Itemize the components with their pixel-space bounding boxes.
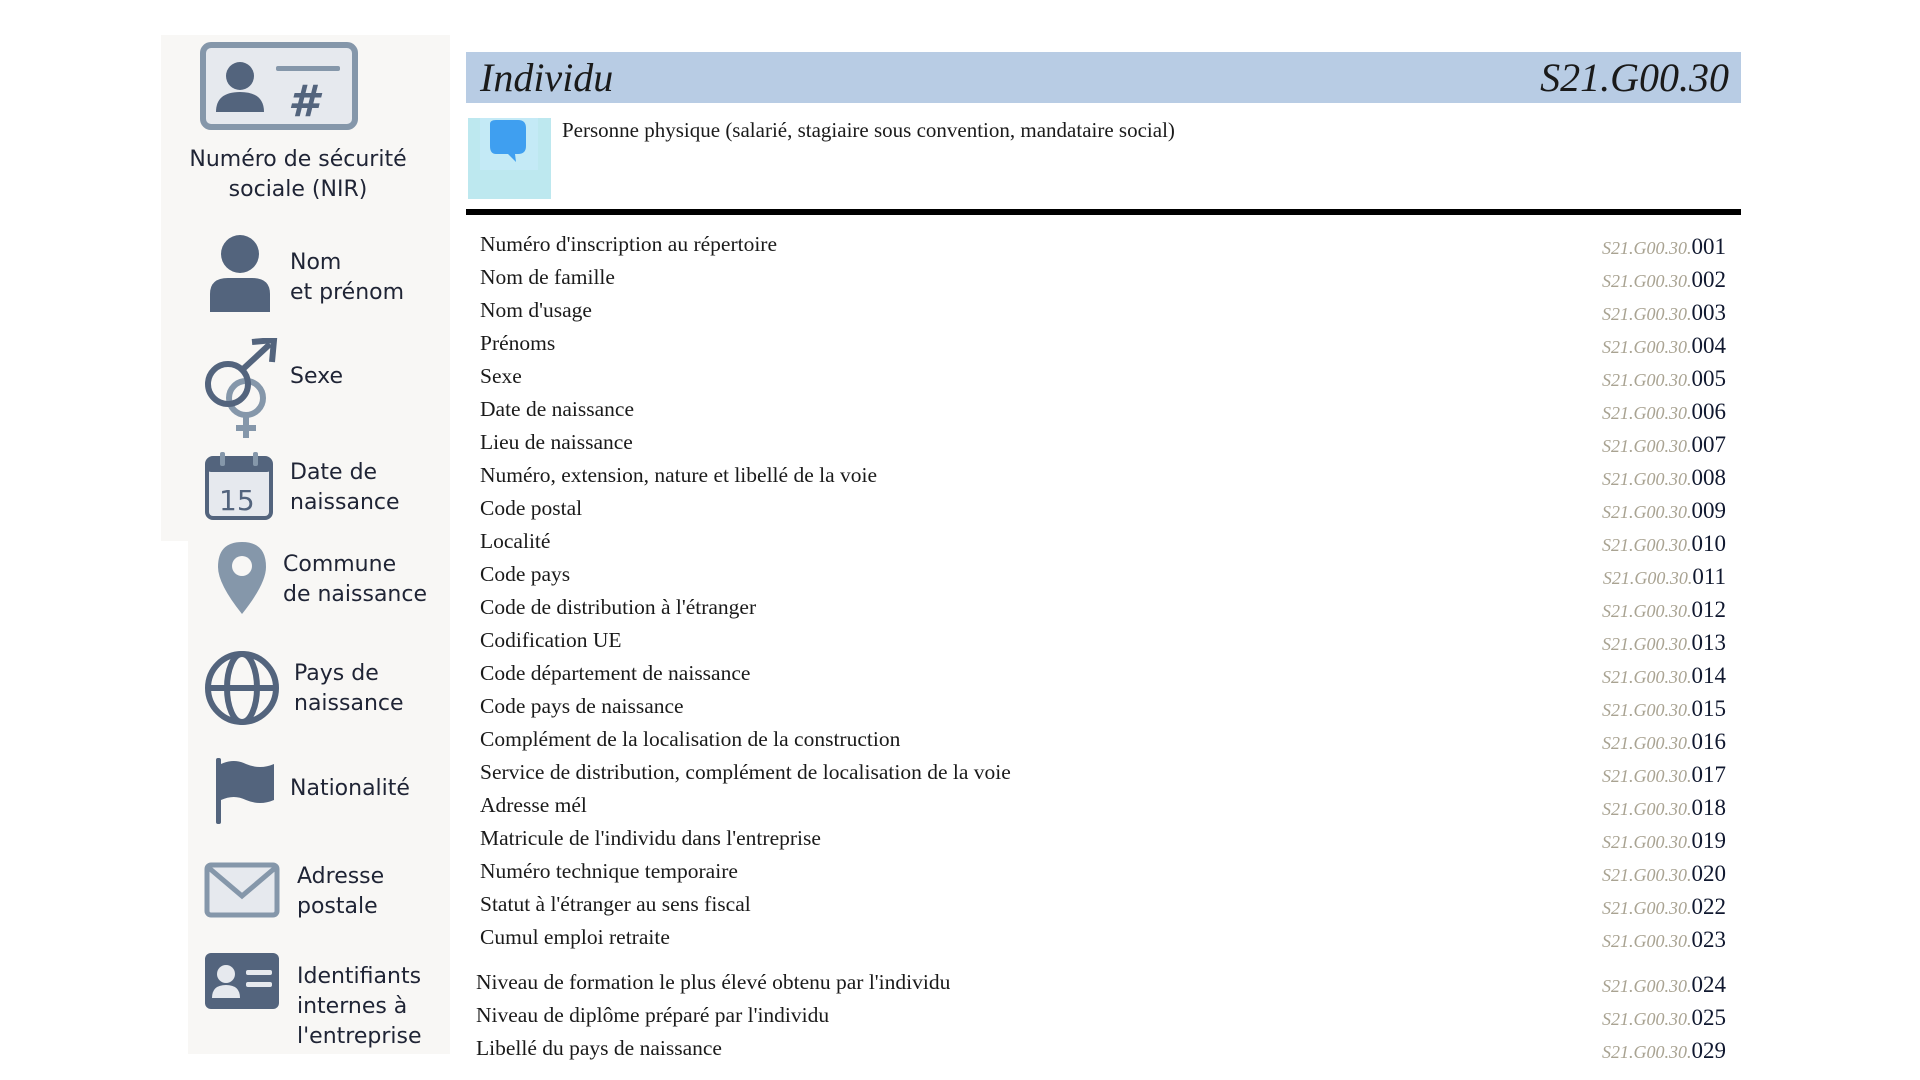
field-code <box>1602 762 1726 788</box>
field-code-number: 020 <box>1691 861 1726 886</box>
field-code <box>1602 1038 1726 1064</box>
field-row <box>466 263 1726 296</box>
field-code-number: 002 <box>1691 267 1726 292</box>
field-code <box>1602 1005 1726 1031</box>
field-row <box>466 968 1726 1001</box>
field-row <box>466 923 1726 956</box>
field-row <box>466 362 1726 395</box>
field-code-number: 023 <box>1691 927 1726 952</box>
field-code-number: 005 <box>1691 366 1726 391</box>
field-row <box>466 857 1726 890</box>
field-row <box>466 824 1726 857</box>
field-name: Prénoms <box>480 331 556 355</box>
legend-label-sexe: Sexe <box>290 364 343 389</box>
field-name: Service de distribution, complément de localisation de la voie <box>480 760 1011 784</box>
block-description: Personne physique (salarié, stagiaire sous convention, mandataire social) <box>562 118 1175 142</box>
field-name: Libellé du pays de naissance <box>476 1036 722 1060</box>
field-code <box>1603 564 1726 590</box>
field-code-number: 019 <box>1691 828 1726 853</box>
field-code <box>1602 498 1726 524</box>
field-row <box>466 659 1726 692</box>
field-code-number: 003 <box>1691 300 1726 325</box>
field-row <box>466 494 1726 527</box>
field-row <box>466 593 1726 626</box>
field-code <box>1602 333 1726 359</box>
field-list <box>466 230 1726 1067</box>
field-code-number: 011 <box>1692 564 1726 589</box>
field-name: Code département de naissance <box>480 661 751 685</box>
calendar-icon <box>205 450 273 520</box>
field-name: Matricule de l'individu dans l'entreprise <box>480 826 821 850</box>
field-code-number: 025 <box>1691 1005 1726 1030</box>
field-code-number: 007 <box>1691 432 1726 457</box>
envelope-icon <box>204 862 280 918</box>
field-code-number: 004 <box>1691 333 1726 358</box>
field-code-number: 022 <box>1691 894 1726 919</box>
field-code <box>1602 972 1726 998</box>
svg-text:15: 15 <box>219 484 255 517</box>
block-title: Individu <box>480 55 614 100</box>
field-name: Nom d'usage <box>480 298 592 322</box>
legend-label-commune: Commune de naissance <box>283 552 428 607</box>
field-code-number: 006 <box>1691 399 1726 424</box>
legend-label-nom: Nom et prénom <box>290 250 405 305</box>
field-code-number: 012 <box>1691 597 1726 622</box>
field-row <box>466 527 1726 560</box>
field-code <box>1602 597 1726 623</box>
contact-card-icon <box>204 952 280 1010</box>
field-code <box>1602 663 1726 689</box>
field-code <box>1602 828 1726 854</box>
field-name: Complément de la localisation de la construction <box>480 727 901 751</box>
field-code-number: 014 <box>1691 663 1726 688</box>
field-code <box>1602 267 1726 293</box>
field-name: Statut à l'étranger au sens fiscal <box>480 892 751 916</box>
field-row <box>466 329 1726 362</box>
field-row <box>466 626 1726 659</box>
field-code <box>1602 696 1726 722</box>
field-name: Adresse mél <box>480 793 587 817</box>
field-code-prefix: S21.G00.30. <box>1602 271 1692 291</box>
map-pin-icon <box>216 540 268 616</box>
field-name: Code de distribution à l'étranger <box>480 595 757 619</box>
field-name: Lieu de naissance <box>480 430 633 454</box>
field-code-number: 001 <box>1691 234 1726 259</box>
field-code <box>1602 399 1726 425</box>
field-code-number: 018 <box>1691 795 1726 820</box>
field-code-number: 029 <box>1691 1038 1726 1063</box>
field-row <box>466 560 1726 593</box>
field-code-prefix: S21.G00.30. <box>1602 1009 1692 1029</box>
field-code-number: 009 <box>1691 498 1726 523</box>
field-name: Niveau de formation le plus élevé obtenu par l'individu <box>476 970 951 994</box>
field-row <box>466 725 1726 758</box>
field-code <box>1602 234 1726 260</box>
field-name: Localité <box>480 529 551 553</box>
field-code <box>1602 432 1726 458</box>
field-name: Numéro technique temporaire <box>480 859 738 883</box>
field-code <box>1602 300 1726 326</box>
field-code-prefix: S21.G00.30. <box>1602 667 1692 687</box>
field-code <box>1602 630 1726 656</box>
field-name: Date de naissance <box>480 397 635 421</box>
field-row <box>466 758 1726 791</box>
field-name: Niveau de diplôme préparé par l'individu <box>476 1003 830 1027</box>
legend-label-nir: Numéro de sécurité sociale (NIR) <box>189 147 407 202</box>
person-icon <box>208 234 272 312</box>
legend-label-nationalite: Nationalité <box>290 776 410 801</box>
field-code <box>1602 729 1726 755</box>
field-row <box>466 1001 1726 1034</box>
field-code-number: 015 <box>1691 696 1726 721</box>
field-code <box>1602 927 1726 953</box>
note-box <box>468 118 551 199</box>
field-code <box>1602 465 1726 491</box>
field-code-prefix: S21.G00.30. <box>1602 337 1692 357</box>
field-code <box>1602 531 1726 557</box>
field-code-prefix: S21.G00.30. <box>1602 370 1692 390</box>
field-code-prefix: S21.G00.30. <box>1602 865 1692 885</box>
legend-label-pays: Pays de naissance <box>294 661 404 716</box>
field-code-prefix: S21.G00.30. <box>1602 568 1693 588</box>
field-row <box>466 428 1726 461</box>
flag-icon <box>214 756 276 826</box>
field-code-prefix: S21.G00.30. <box>1602 436 1692 456</box>
field-code-prefix: S21.G00.30. <box>1602 238 1692 258</box>
legend-label-adresse: Adresse postale <box>297 864 385 919</box>
field-code <box>1602 861 1726 887</box>
field-code-prefix: S21.G00.30. <box>1602 403 1692 423</box>
field-code <box>1602 795 1726 821</box>
field-code-prefix: S21.G00.30. <box>1602 601 1692 621</box>
speech-bubble-icon <box>468 118 551 199</box>
field-name: Numéro d'inscription au répertoire <box>480 232 778 256</box>
field-code-prefix: S21.G00.30. <box>1602 535 1692 555</box>
field-name: Cumul emploi retraite <box>480 925 670 949</box>
field-row <box>466 230 1726 263</box>
field-code-prefix: S21.G00.30. <box>1602 304 1692 324</box>
field-name: Numéro, extension, nature et libellé de la voie <box>480 463 878 487</box>
field-name: Code pays de naissance <box>480 694 684 718</box>
legend-label-date: Date de naissance <box>290 460 400 515</box>
field-code-prefix: S21.G00.30. <box>1602 766 1692 786</box>
field-code-prefix: S21.G00.30. <box>1602 634 1692 654</box>
field-code-number: 008 <box>1691 465 1726 490</box>
field-code-number: 016 <box>1691 729 1726 754</box>
field-code-number: 013 <box>1691 630 1726 655</box>
globe-icon <box>204 650 280 726</box>
field-code-prefix: S21.G00.30. <box>1602 1042 1692 1062</box>
field-code-prefix: S21.G00.30. <box>1602 832 1692 852</box>
field-row <box>466 692 1726 725</box>
field-row <box>466 890 1726 923</box>
legend-label-identifiants: Identifiants internes à l'entreprise <box>297 964 422 1049</box>
field-name: Codification UE <box>480 628 622 652</box>
block-code: S21.G00.30 <box>1540 55 1729 100</box>
field-name: Sexe <box>480 364 522 388</box>
header-rule <box>466 209 1741 215</box>
field-name: Nom de famille <box>480 265 615 289</box>
field-code-prefix: S21.G00.30. <box>1602 502 1692 522</box>
svg-text:#: # <box>288 76 319 127</box>
field-row <box>466 296 1726 329</box>
field-code <box>1602 366 1726 392</box>
block-header <box>466 52 1741 103</box>
field-code-prefix: S21.G00.30. <box>1602 931 1692 951</box>
field-name: Code pays <box>480 562 571 586</box>
field-row <box>466 791 1726 824</box>
field-code-number: 024 <box>1691 972 1726 997</box>
id-card-icon <box>200 42 358 130</box>
field-code-number: 017 <box>1691 762 1726 787</box>
field-row <box>466 1034 1726 1067</box>
field-code-prefix: S21.G00.30. <box>1602 799 1692 819</box>
field-code-prefix: S21.G00.30. <box>1602 976 1692 996</box>
field-row <box>466 395 1726 428</box>
field-name: Code postal <box>480 496 583 520</box>
field-code-prefix: S21.G00.30. <box>1602 733 1692 753</box>
field-code-prefix: S21.G00.30. <box>1602 898 1692 918</box>
field-code-prefix: S21.G00.30. <box>1602 700 1692 720</box>
field-code-prefix: S21.G00.30. <box>1602 469 1692 489</box>
field-code <box>1602 894 1726 920</box>
field-row <box>466 461 1726 494</box>
gender-icon <box>200 338 280 442</box>
field-code-number: 010 <box>1691 531 1726 556</box>
